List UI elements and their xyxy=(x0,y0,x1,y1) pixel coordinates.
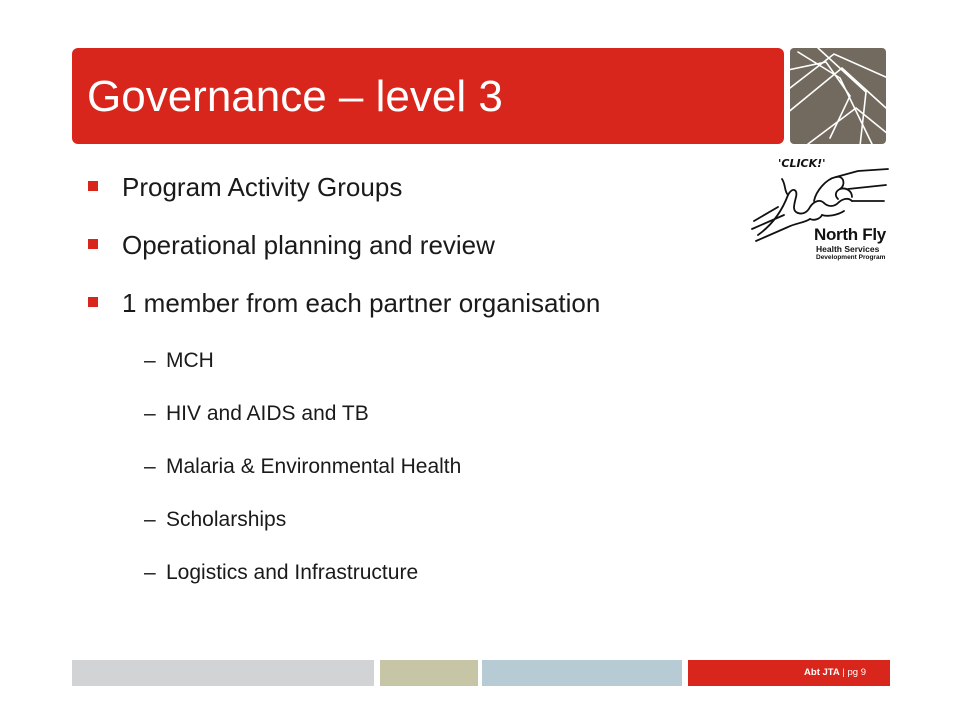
bullet-text: Operational planning and review xyxy=(122,230,495,260)
footer-bar-gray xyxy=(72,660,374,686)
bullet-text: Program Activity Groups xyxy=(122,172,403,202)
corner-decoration xyxy=(790,48,886,144)
corner-line-pattern-icon xyxy=(790,48,886,144)
bullet-text: 1 member from each partner organisation xyxy=(122,288,601,318)
dash-marker: – xyxy=(144,349,156,372)
sub-bullet-text: Malaria & Environmental Health xyxy=(166,455,462,478)
sub-bullet-text: Logistics and Infrastructure xyxy=(166,561,419,584)
square-bullet-icon xyxy=(88,181,98,191)
north-fly-logo xyxy=(748,155,890,265)
sub-bullet-text: HIV and AIDS and TB xyxy=(166,402,369,425)
sub-bullet-text: Scholarships xyxy=(166,508,287,531)
footer-page-label xyxy=(804,667,866,678)
footer-bar-red xyxy=(688,660,890,686)
footer-bar-blue xyxy=(482,660,682,686)
logo-subtitle: Health Services xyxy=(816,244,880,254)
footer-page-number: pg 9 xyxy=(847,667,866,678)
dash-marker: – xyxy=(144,508,156,531)
logo-tagline: Development Program xyxy=(816,254,886,261)
dash-marker: – xyxy=(144,561,156,584)
logo-title: North Fly xyxy=(814,225,886,244)
square-bullet-icon xyxy=(88,297,98,307)
sub-bullet-item xyxy=(144,557,461,610)
footer-bar-olive xyxy=(380,660,478,686)
logo-click-text: 'CLICK!' xyxy=(778,157,826,170)
dash-marker: – xyxy=(144,455,156,478)
sub-bullet-item xyxy=(144,504,461,557)
sub-bullet-item xyxy=(144,451,461,504)
square-bullet-icon xyxy=(88,239,98,249)
title-bar xyxy=(72,48,784,144)
sub-bullet-item xyxy=(144,398,461,451)
sub-bullet-item xyxy=(144,345,461,398)
sub-bullet-list xyxy=(144,345,461,610)
footer-separator: | xyxy=(839,667,848,678)
dash-marker: – xyxy=(144,402,156,425)
sub-bullet-text: MCH xyxy=(166,349,214,372)
slide-title: Governance – level 3 xyxy=(87,72,503,121)
footer-org: Abt JTA xyxy=(804,667,840,678)
